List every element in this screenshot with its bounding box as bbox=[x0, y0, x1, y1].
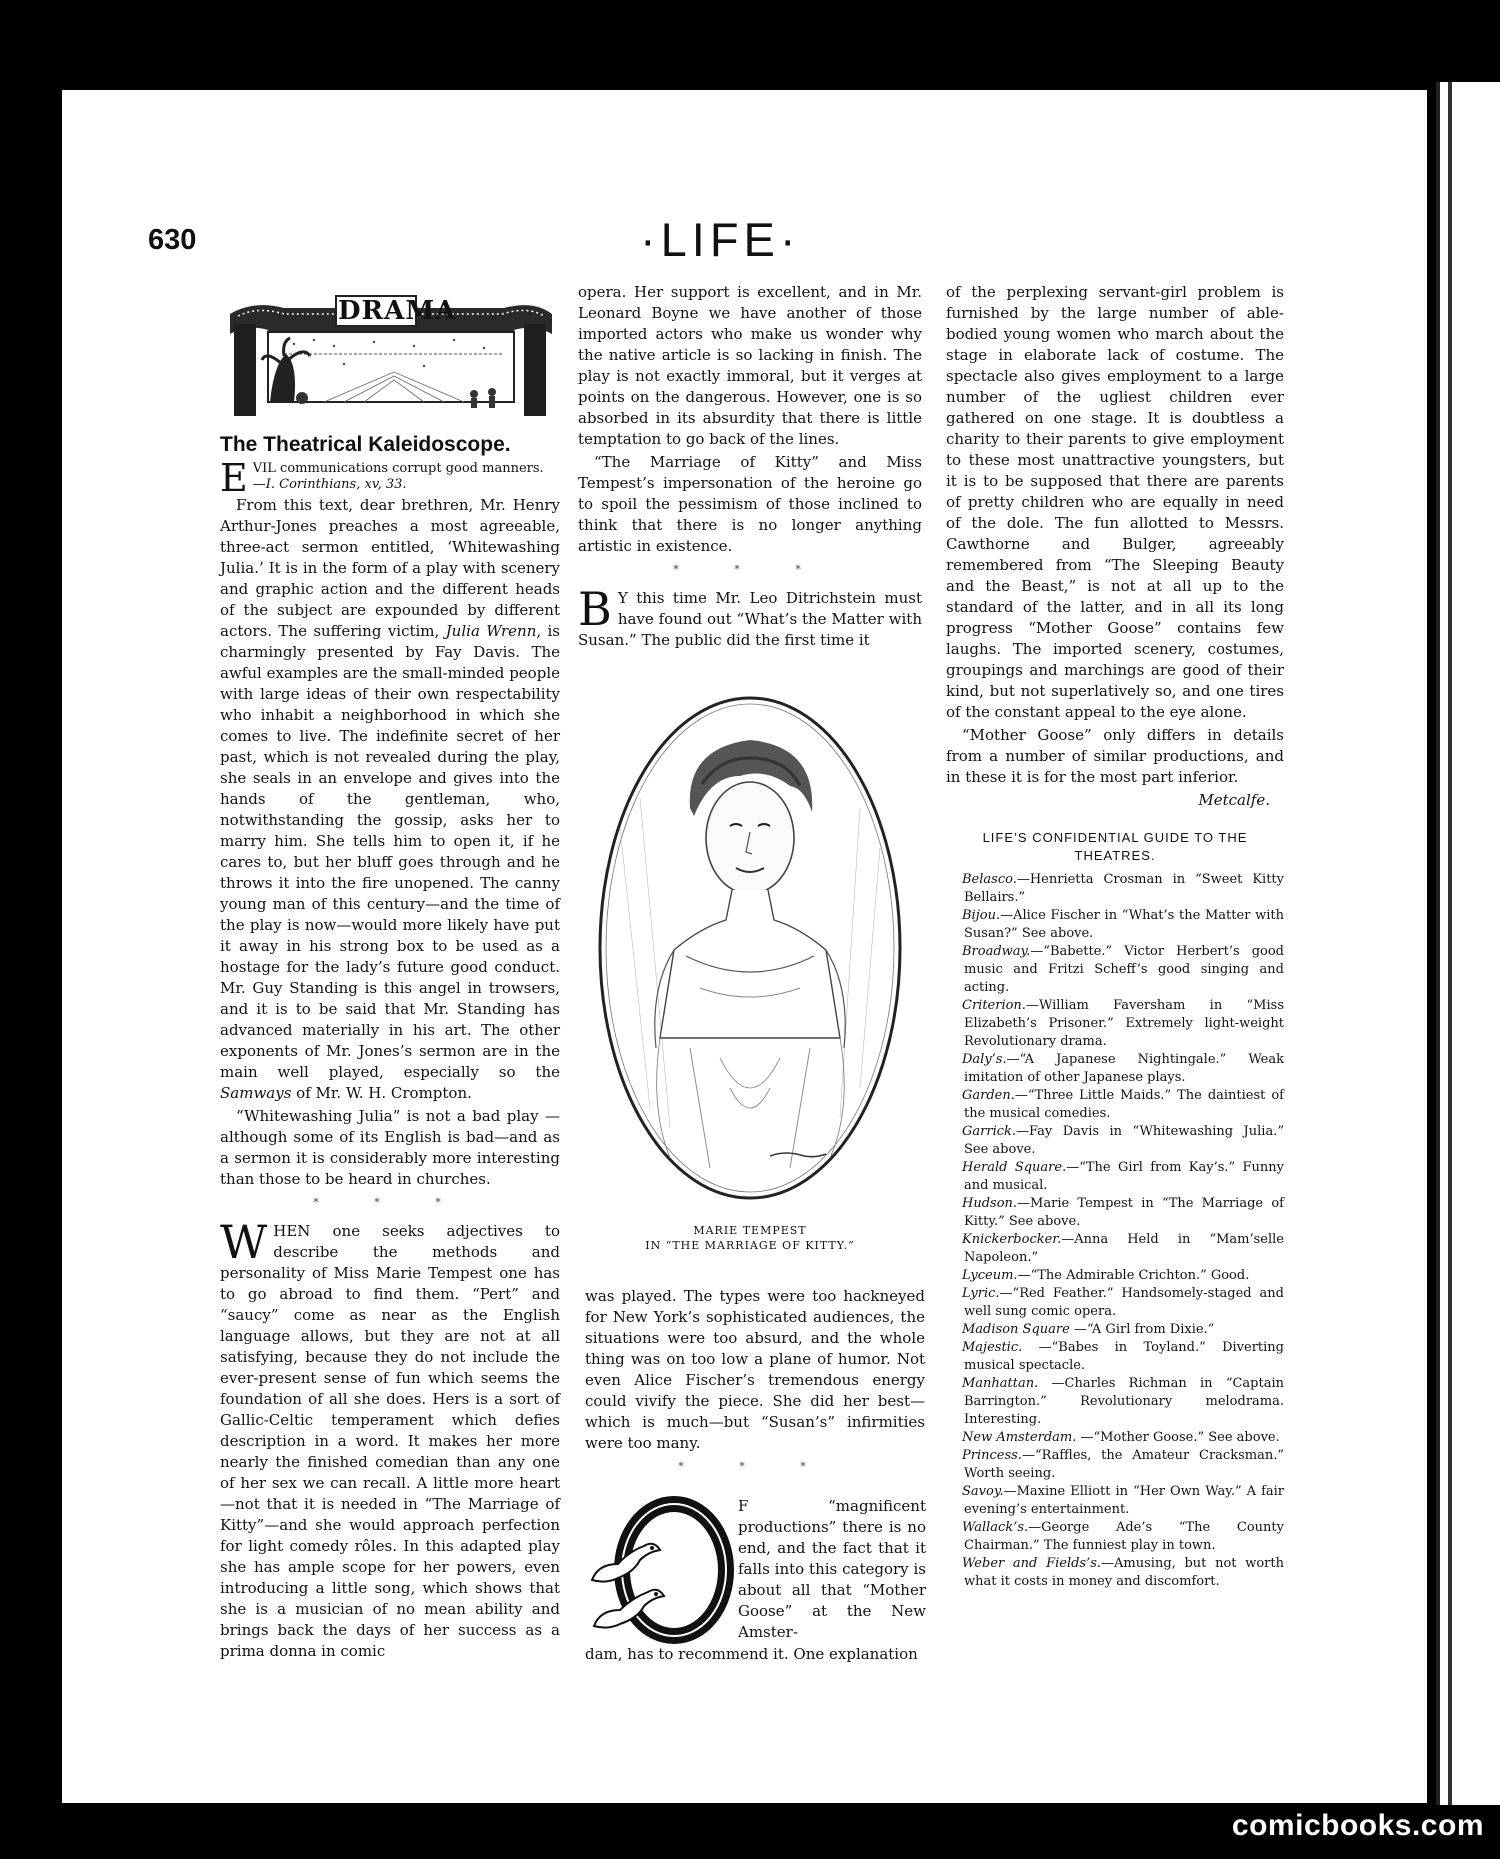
theatre-guide-list bbox=[946, 871, 1284, 1591]
portrait-caption bbox=[590, 1223, 910, 1253]
theatre-guide-entry bbox=[946, 943, 1284, 997]
paragraph-servant-girl-problem: of the perplexing servant-girl problem is furnished by the large number of able-bodied young women who march about the stage in elaborate lack of costume. The spectacle also gives employment to a large number of the ugliest children ever gathered on one stage. It is doubtless a charity to their parents to give employment to these most unattractive youngsters, but it is to be supposed that there are parents of pretty children who are equally in need of the dole. The fun allotted to Messrs. Cawthorne and Bulger, agreeably remembered from “The Sleeping Beauty and the Beast,” is not at all up to the standard of the latter, and in all its long progress “Mother Goose” contains few laughs. The imported scenery, costumes, groupings and marchings are good of their kind, but not superlatively so, and one tires of the constant appeal to the eye alone. bbox=[946, 283, 1284, 721]
epigraph bbox=[220, 456, 560, 500]
column-2-magnificent-productions bbox=[738, 1496, 926, 1645]
section-divider: * * * bbox=[678, 1460, 832, 1473]
theatre-review: —Henrietta Crosman in “Sweet Kitty Bellairs.” bbox=[964, 872, 1284, 905]
theatre-guide-entry bbox=[946, 1447, 1284, 1483]
column-2-final-line bbox=[585, 1644, 925, 1667]
theatre-guide-entry bbox=[946, 1483, 1284, 1519]
epigraph-text: VIL communications corrupt good manners. bbox=[252, 461, 544, 476]
drama-banner-label: DRAMA bbox=[338, 296, 457, 326]
theatre-name: Herald Square. bbox=[962, 1160, 1067, 1175]
decorative-initial-o-with-geese bbox=[588, 1494, 736, 1644]
theatre-review: —Alice Fischer in “What’s the Matter with Susan?” See above. bbox=[964, 908, 1284, 941]
theatre-review: —Charles Richman in “Captain Barrington.” Revolutionary melodrama. Interesting. bbox=[964, 1376, 1284, 1427]
theatre-review: —Anna Held in “Mam’selle Napoleon.” bbox=[964, 1232, 1284, 1265]
paragraph-magnificent-productions: F “magnificent productions” there is no end, and the fact that it falls into this category is about all that “Mother Goose” at the New Amster- bbox=[738, 1497, 926, 1641]
page-number: 630 bbox=[148, 224, 197, 256]
theatre-guide-entry bbox=[946, 1231, 1284, 1267]
theatre-name: Weber and Fields’s. bbox=[962, 1556, 1102, 1571]
column-2-bottom bbox=[585, 1286, 925, 1485]
theatre-name: Bijou. bbox=[962, 908, 1001, 923]
paragraph-new-amsterdam: dam, has to recommend it. One explanation bbox=[585, 1645, 918, 1663]
theatre-name: Knickerbocker. bbox=[962, 1232, 1062, 1247]
paragraph-susan-played: was played. The types were too hackneyed for New York’s sophisticated audiences, the situations were too absurd, and the whole thing was on too low a plane of humor. Not even Alice Fischer’s tremendous energy could vivify the piece. She did her best—which is much—but “Susan’s” infirmities were too many. bbox=[585, 1287, 925, 1452]
masthead-life: ·LIFE· bbox=[640, 213, 801, 266]
theatre-guide-entry bbox=[946, 1429, 1284, 1447]
theatre-guide-entry bbox=[946, 1555, 1284, 1591]
column-1 bbox=[220, 495, 560, 1664]
epigraph-citation: —I. Corinthians, xv, 33. bbox=[252, 477, 407, 492]
paragraph-whitewashing-julia: From this text, dear brethren, Mr. Henry Arthur-Jones preaches a most agreeable, three-act sermon entitled, ‘Whitewashing Julia.’ It is in the form of a play with scenery and graphic action and the different heads of the subject are expounded by different actors. The suffering victim, Julia Wrenn, is charmingly presented by Fay Davis. The awful examples are the small-minded people with large ideas of their own respectability who inhabit a neighborhood in which she comes to live. The indefinite secret of her past, which is not revealed during the play, she seals in an envelope and gives into the hands of the gentleman, who, notwithstanding the gossip, asks her to marry him. She tells him to open it, if he cares to, but her bluff goes through and he throws it into the fire unopened. The canny young man of this century—and the time of the play is now—would more likely have put it away in his strong box to be used as a hostage for the lady’s future good conduct. Mr. Guy Standing is this angel in trowsers, and it is to be said that Mr. Standing has advanced materially in his art. The other exponents of Mr. Jones’s sermon are in the main well played, especially so the Samways of Mr. W. H. Crompton. bbox=[220, 496, 561, 1102]
caption-line-1: MARIE TEMPEST bbox=[693, 1224, 807, 1237]
theatre-name: Lyric. bbox=[962, 1286, 1000, 1301]
theatre-review: —Fay Davis in “Whitewashing Julia.” See above. bbox=[964, 1124, 1284, 1157]
theatre-name: Madison Square bbox=[962, 1322, 1070, 1337]
theatre-name: Hudson. bbox=[962, 1196, 1018, 1211]
theatre-guide-entry bbox=[946, 1267, 1284, 1285]
theatre-review: —George Ade’s “The County Chairman.” The funniest play in town. bbox=[964, 1520, 1284, 1553]
theatre-review: —Amusing, but not worth what it costs in money and discomfort. bbox=[964, 1556, 1284, 1589]
theatre-review: —“The Girl from Kay’s.” Funny and musical. bbox=[964, 1160, 1284, 1193]
theatre-guide-entry bbox=[946, 1375, 1284, 1429]
section-divider: * * * bbox=[313, 1196, 467, 1209]
theatre-review: —“Three Little Maids.” The daintiest of the musical comedies. bbox=[964, 1088, 1284, 1121]
section-divider: * * * bbox=[673, 563, 827, 576]
theatre-name: Majestic. bbox=[962, 1340, 1023, 1355]
theatre-guide-entry bbox=[946, 997, 1284, 1051]
paragraph-marie-tempest: WHEN one seeks adjectives to describe the methods and personality of Miss Marie Tempest one has to go abroad to find them. “Pert” and “saucy” come as near as the English language allows, but they are not at all satisfying, because they do not include the ever-present sense of fun which seems the foundation of all she does. Hers is a sort of Gallic-Celtic temperament which defies description in a word. It makes her more nearly the finished comedian than any one of her sex we can recall. A little more heart—not that it is needed in “The Marriage of Kitty”—and she would approach perfection for light comedy rôles. In this adapted play she has ample scope for her powers, even introducing a little song, which shows that she is a musician of no mean ability and brings back the days of her success as a prima donna in comic bbox=[220, 1215, 560, 1660]
theatre-guide-entry bbox=[946, 1339, 1284, 1375]
caption-line-2: IN “THE MARRIAGE OF KITTY.” bbox=[645, 1239, 855, 1252]
theatre-guide-entry bbox=[946, 1051, 1284, 1087]
theatre-name: Daly’s. bbox=[962, 1052, 1007, 1067]
theatre-name: Manhattan. bbox=[962, 1376, 1039, 1391]
theatre-guide-heading: LIFE’S CONFIDENTIAL GUIDE TO THE THEATRES. bbox=[982, 830, 1248, 863]
theatre-name: Savoy. bbox=[962, 1484, 1004, 1499]
drop-cap-b: B bbox=[578, 582, 612, 636]
theatre-guide-entry bbox=[946, 1285, 1284, 1321]
theatre-guide-entry bbox=[946, 907, 1284, 943]
watermark: comicbooks.com bbox=[1231, 1809, 1484, 1842]
theatre-name: Belasco. bbox=[962, 872, 1017, 887]
theatre-guide-entry bbox=[946, 1321, 1284, 1339]
column-3 bbox=[946, 282, 1284, 1591]
theatre-review: —William Faversham in “Miss Elizabeth’s Prisoner.” Extremely light-weight Revolutionary drama. bbox=[964, 998, 1284, 1049]
theatre-name: Garden. bbox=[962, 1088, 1015, 1103]
theatre-guide-entry bbox=[946, 871, 1284, 907]
theatre-review: —“Mother Goose.” See above. bbox=[1076, 1430, 1280, 1445]
theatre-review: —“Babes in Toyland.” Diverting musical spectacle. bbox=[964, 1340, 1284, 1373]
paragraph-not-a-bad-play: “Whitewashing Julia” is not a bad play —although some of its English is bad—and as a sermon it is considerably more interesting than those to be heard in churches. bbox=[220, 1107, 560, 1188]
drop-cap-w: W bbox=[220, 1215, 268, 1269]
theatre-review: —“A Girl from Dixie.” bbox=[1069, 1322, 1215, 1337]
theatre-name: Garrick. bbox=[962, 1124, 1017, 1139]
theatre-name: Lyceum. bbox=[962, 1268, 1018, 1283]
theatre-review: —“Raffles, the Amateur Cracksman.” Worth seeing. bbox=[964, 1448, 1284, 1481]
theatre-review: —Marie Tempest in “The Marriage of Kitty.” See above. bbox=[964, 1196, 1284, 1229]
theatre-name: Criterion. bbox=[962, 998, 1026, 1013]
paragraph-ditrichstein: B Y this time Mr. Leo Ditrichstein must have found out “What’s the Matter with Susan.” The public did the first time it bbox=[578, 582, 922, 649]
epigraph-initial: E bbox=[220, 456, 248, 500]
facing-page-edge bbox=[1436, 82, 1500, 1805]
theatre-guide-entry bbox=[946, 1159, 1284, 1195]
theatre-guide-entry bbox=[946, 1087, 1284, 1123]
column-2-top bbox=[578, 282, 922, 653]
article-title: The Theatrical Kaleidoscope. bbox=[220, 433, 511, 456]
theatre-review: —“A Japanese Nightingale.” Weak imitation of other Japanese plays. bbox=[964, 1052, 1284, 1085]
author-signature: Metcalfe. bbox=[1198, 791, 1270, 809]
theatre-name: Wallack’s. bbox=[962, 1520, 1029, 1535]
marie-tempest-portrait bbox=[590, 688, 910, 1208]
theatre-name: New Amsterdam. bbox=[962, 1430, 1077, 1445]
theatre-guide-entry bbox=[946, 1519, 1284, 1555]
paragraph-marriage-of-kitty: “The Marriage of Kitty” and Miss Tempest’s impersonation of the heroine go to spoil the pessimism of those inclined to think that there is no longer anything artistic in existence. bbox=[578, 453, 922, 555]
paragraph-mother-goose-differs: “Mother Goose” only differs in details from a number of similar productions, and in these it is for the most part inferior. bbox=[946, 726, 1284, 786]
theatre-review: —“The Admirable Crichton.” Good. bbox=[1017, 1268, 1250, 1283]
paragraph-opera-support: opera. Her support is excellent, and in Mr. Leonard Boyne we have another of those imported actors who make us wonder why the native article is so lacking in finish. The play is not exactly immoral, but it verges at points on the dangerous. However, one is so absorbed in its absurdity that there is little temptation to go back of the lines. bbox=[578, 283, 922, 448]
theatre-review: —“Babette.” Victor Herbert’s good music and Fritzi Scheff’s good singing and acting. bbox=[964, 944, 1284, 995]
theatre-review: —“Red Feather.” Handsomely-staged and well sung comic opera. bbox=[964, 1286, 1284, 1319]
theatre-guide-entry bbox=[946, 1195, 1284, 1231]
theatre-guide-entry bbox=[946, 1123, 1284, 1159]
theatre-review: —Maxine Elliott in “Her Own Way.” A fair evening’s entertainment. bbox=[964, 1484, 1284, 1517]
theatre-name: Broadway. bbox=[962, 944, 1031, 959]
theatre-name: Princess. bbox=[962, 1448, 1022, 1463]
